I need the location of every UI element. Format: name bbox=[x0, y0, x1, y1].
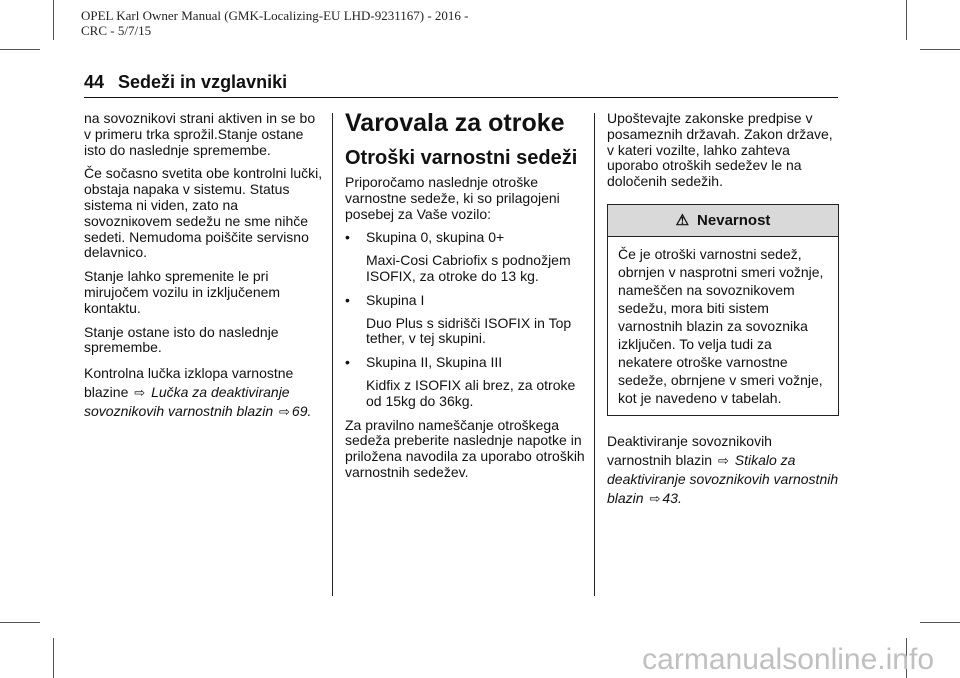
header-rule bbox=[84, 97, 838, 98]
warning-title: Nevarnost bbox=[697, 211, 771, 229]
crop-mark bbox=[53, 638, 54, 678]
paragraph-text: Kontrolna lučka izklopa varnostne blazine bbox=[84, 365, 294, 401]
list-item-detail: Kidfix z ISOFIX ali brez, za otroke od 15kg do 36kg. bbox=[366, 376, 576, 409]
paragraph: Priporočamo naslednje otroške varnostne sedeže, ki so prilagojeni posebej za Vaše vozilo: bbox=[345, 174, 560, 222]
column-divider bbox=[594, 113, 595, 596]
warning-triangle-icon: ⚠ bbox=[675, 211, 690, 229]
crop-mark bbox=[0, 49, 40, 50]
list-item-label: Skupina I bbox=[366, 291, 425, 308]
reference-page[interactable]: 43 bbox=[662, 489, 678, 506]
subsection-title: Otroški varnostni sedeži bbox=[345, 147, 578, 169]
print-meta-line: OPEL Karl Owner Manual (GMK-Localizing-EU LHD-9231167) - 2016 - bbox=[81, 8, 469, 23]
watermark: carmanualsonline.info bbox=[642, 643, 934, 676]
bullet-marker: • bbox=[345, 229, 350, 246]
column-3 bbox=[607, 111, 839, 516]
warning-header bbox=[608, 205, 838, 237]
bullet-marker: • bbox=[345, 291, 350, 308]
column-1 bbox=[84, 111, 324, 429]
list-item bbox=[345, 293, 585, 309]
reference-arrow-icon: ⇨ bbox=[279, 404, 290, 420]
reference-arrow-icon: ⇨ bbox=[717, 452, 729, 468]
paragraph: Če sočasno svetita obe kontrolni lučki, obstaja napaka v sistemu. Status sistema ni viden, zato na sovozniкovem sedežu ne sme nihče sedeti. Nemudoma poiščite servisno delavnico. bbox=[84, 165, 323, 261]
list-item-detail: Maxi-Cosi Cabriofix s podnožjem ISOFIX, za otroke do 13 kg. bbox=[366, 252, 571, 284]
paragraph: Stanje lahko spremenite le pri mirujočem vozilu in izključenem kontaktu. bbox=[84, 268, 281, 316]
crop-mark bbox=[906, 0, 907, 40]
cross-reference-link[interactable]: Lučka za deaktiviranje sovoznikovih varnostnih blazin bbox=[84, 384, 290, 420]
paragraph: Upoštevajte zakonske predpise v posameznih državah. Zakon države, v kateri vozilte, lahko zahteva uporabo otroških sedežev le na določenih sedežih. bbox=[607, 110, 833, 190]
reference-arrow-icon: ⇨ bbox=[134, 385, 146, 401]
paragraph-with-reference: Deaktiviranje sovoznikovih varnostnih blazin ⇨ Stikalo za deaktiviranje sovoznikovih varnostnih blazin ⇨ 43. bbox=[607, 432, 839, 506]
page-header bbox=[84, 72, 287, 93]
list-item bbox=[345, 230, 585, 246]
page-number: 44 bbox=[84, 72, 105, 92]
reference-arrow-icon: ⇨ bbox=[649, 490, 661, 506]
list-item-label: Skupina II, Skupina III bbox=[366, 354, 503, 371]
warning-body: Če je otroški varnostni sedež, obrnjen v nasprotni smeri vožnje, nameščen na sovoznikovem sedežu, mora biti sistem varnostnih blazin za sovoznika izključen. To velja tudi za nekatere otroške varnostne sedeže, obrnjene v smeri vožnje, kot je navedeno v tabelah. bbox=[618, 245, 824, 406]
paragraph-with-reference: Kontrolna lučka izklopa varnostne blazine ⇨ Lučka za deaktiviranje sovoznikovih varnostnih blazin ⇨ 69. bbox=[84, 365, 312, 420]
column-2 bbox=[345, 111, 585, 489]
paragraph-text: Deaktiviranje sovoznikovih varnostnih blazin bbox=[607, 432, 772, 468]
paragraph: Stanje ostane isto do naslednje spremembe. bbox=[84, 323, 279, 356]
paragraph: Za pravilno nameščanje otroškega sedeža preberite naslednje napotke in priložena navodila za uporabo otroških varnostnih sedežev. bbox=[345, 416, 585, 480]
crop-mark bbox=[53, 0, 54, 40]
page-title: Sedeži in vzglavniki bbox=[118, 72, 288, 92]
column-divider bbox=[332, 113, 333, 596]
crop-mark bbox=[920, 49, 960, 50]
paragraph: na sovoznikovi strani aktiven in se bo v primeru trka sprožil.Stanje ostane isto do naslednje spremembe. bbox=[84, 110, 316, 158]
list-item-detail: Duo Plus s sidrišči ISOFIX in Top tether, v tej skupini. bbox=[366, 314, 572, 347]
cross-reference-link[interactable]: Stikalo za deaktiviranje sovoznikovih varnostnih blazin bbox=[607, 451, 839, 506]
section-title: Varovala za otroke bbox=[345, 109, 565, 137]
crop-mark bbox=[920, 622, 960, 623]
print-meta-line: CRC - 5/7/15 bbox=[81, 23, 152, 38]
bullet-marker: • bbox=[345, 354, 350, 371]
list-item bbox=[345, 355, 585, 371]
reference-page[interactable]: 69 bbox=[291, 403, 308, 420]
warning-box bbox=[607, 204, 839, 416]
print-meta-header bbox=[81, 8, 469, 38]
list-item-label: Skupina 0, skupina 0+ bbox=[366, 229, 505, 246]
crop-mark bbox=[0, 622, 40, 623]
